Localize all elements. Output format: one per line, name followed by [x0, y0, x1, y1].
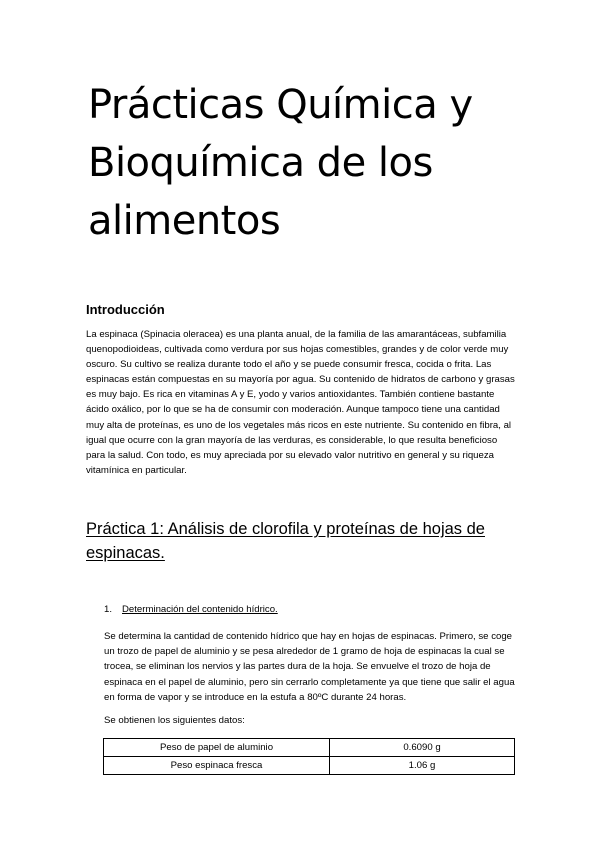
table-row — [104, 739, 515, 757]
section-title: Determinación del contenido hídrico. — [122, 604, 278, 615]
table-cell-label: Peso espinaca fresca — [104, 757, 330, 775]
section-number: 1. — [104, 604, 113, 615]
intro-heading: Introducción — [86, 302, 165, 317]
section-paragraph: Se determina la cantidad de contenido hídrico que hay en hojas de espinacas. Primero, se coge un trozo de papel de aluminio y se pesa alrededor de 1 gramo de hoja de espinacas la cual se trocea, se eliminan los nervios y las partes dura de la hoja. Se envuelve el trozo de hoja de espinaca en el papel de aluminio, pero sin cerrarlo completamente ya que tiene que salir el agua en forma de vapor y se introduce en la estufa a 80ºC durante 24 horas. — [104, 631, 515, 703]
section-heading — [104, 604, 278, 615]
practice-heading: Práctica 1: Análisis de clorofila y proteínas de hojas de espinacas. — [86, 520, 485, 562]
table-cell-value: 1.06 g — [330, 757, 515, 775]
table-cell-value: 0.6090 g — [330, 739, 515, 757]
table-row — [104, 757, 515, 775]
table-cell-label: Peso de papel de aluminio — [104, 739, 330, 757]
data-table — [103, 738, 515, 775]
data-lead-text: Se obtienen los siguientes datos: — [104, 715, 245, 726]
document-title: Prácticas Química y Bioquímica de los alimentos — [88, 82, 473, 244]
intro-paragraph: La espinaca (Spinacia oleracea) es una planta anual, de la familia de las amarantáceas, subfamilia quenopodioideas, cultivada como verdura por sus hojas comestibles, grandes y de color verde muy oscuro. Su cultivo se realiza durante todo el año y se puede consumir fresca, cocida o frita. Las espinacas están compuestas en su mayoría por agua. Su contenido de hidratos de carbono y grasas es muy bajo. Es rica en vitaminas A y E, yodo y varios antioxidantes. También contiene bastante ácido oxálico, por lo que se ha de consumir con moderación. Aunque tampoco tiene una cantidad muy alta de proteínas, es uno de los vegetales más ricos en este nutriente. Su contenido en fibra, al igual que ocurre con la gran mayoría de las verduras, es considerable, lo que resulta beneficioso para la salud. Con todo, es muy apreciada por su elevado valor nutritivo en general y su riqueza vitamínica en particular. — [86, 329, 515, 476]
